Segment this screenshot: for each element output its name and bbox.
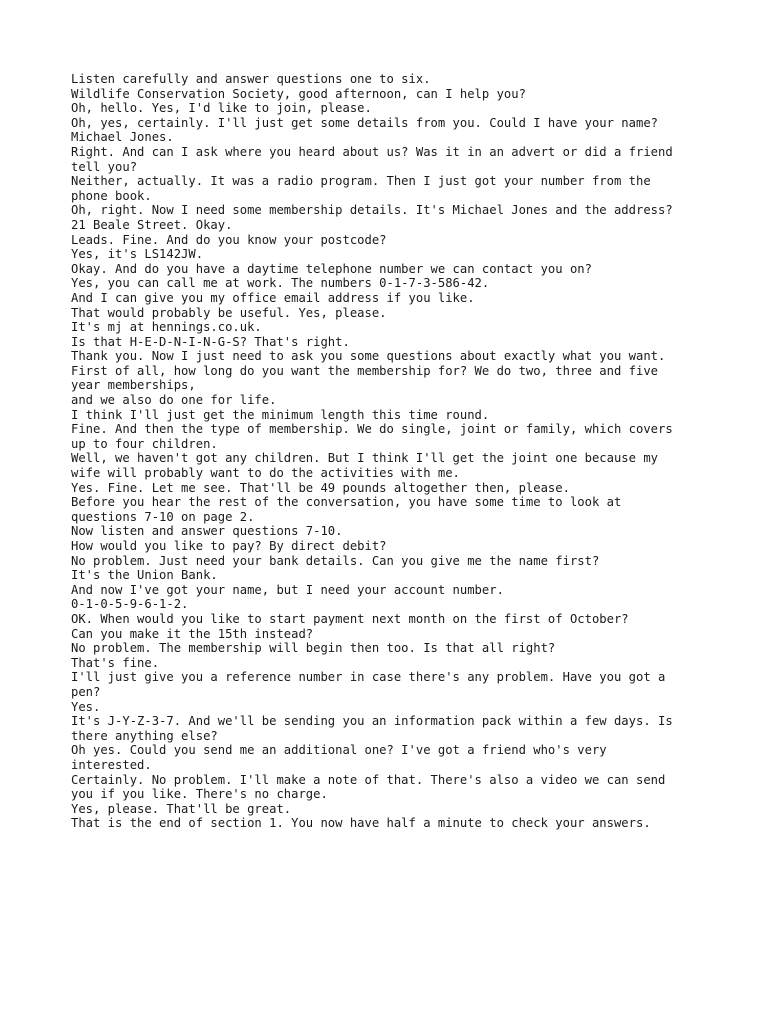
transcript-line: Right. And can I ask where you heard about us? Was it in an advert or did a friend bbox=[71, 144, 673, 159]
transcript-line: wife will probably want to do the activities with me. bbox=[71, 466, 460, 481]
transcript-line: Oh, hello. Yes, I'd like to join, please. bbox=[71, 101, 372, 116]
transcript-line: Certainly. No problem. I'll make a note of that. There's also a video we can send bbox=[71, 772, 666, 787]
transcript-line: Thank you. Now I just need to ask you some questions about exactly what you want. bbox=[71, 349, 666, 364]
transcript-line: I'll just give you a reference number in case there's any problem. Have you got a bbox=[71, 670, 666, 685]
transcript-line: Yes, please. That'll be great. bbox=[71, 801, 292, 816]
transcript-line: Oh, right. Now I need some membership details. It's Michael Jones and the address? bbox=[71, 203, 673, 218]
transcript-line: and we also do one for life. bbox=[71, 393, 277, 408]
transcript-line: tell you? bbox=[71, 159, 138, 174]
transcript-line: Yes. bbox=[71, 699, 101, 714]
transcript-line: Now listen and answer questions 7-10. bbox=[71, 524, 343, 539]
transcript-line: No problem. Just need your bank details. Can you give me the name first? bbox=[71, 553, 600, 568]
transcript-page bbox=[71, 72, 701, 831]
transcript-line: It's mj at hennings.co.uk. bbox=[71, 320, 262, 335]
transcript-line: Before you hear the rest of the conversation, you have some time to look at bbox=[71, 495, 622, 510]
transcript-line: And now I've got your name, but I need your account number. bbox=[71, 582, 504, 597]
transcript-line: Well, we haven't got any children. But I think I'll get the joint one because my bbox=[71, 451, 658, 466]
transcript-line: Wildlife Conservation Society, good afternoon, can I help you? bbox=[71, 86, 526, 101]
transcript-line: pen? bbox=[71, 684, 101, 699]
transcript-line: OK. When would you like to start payment next month on the first of October? bbox=[71, 611, 629, 626]
transcript-line: there anything else? bbox=[71, 728, 218, 743]
transcript-line: questions 7-10 on page 2. bbox=[71, 509, 255, 524]
transcript-line: And I can give you my office email address if you like. bbox=[71, 290, 475, 305]
transcript-line: Oh, yes, certainly. I'll just get some details from you. Could I have your name? bbox=[71, 115, 658, 130]
transcript-line: 21 Beale Street. Okay. bbox=[71, 217, 233, 232]
transcript-line: Michael Jones. bbox=[71, 130, 174, 145]
transcript-line: How would you like to pay? By direct debit? bbox=[71, 539, 387, 553]
transcript-line: Is that H-E-D-N-I-N-G-S? That's right. bbox=[71, 334, 350, 349]
transcript-line: Oh yes. Could you send me an additional one? I've got a friend who's very bbox=[71, 743, 607, 758]
transcript-line: I think I'll just get the minimum length this time round. bbox=[71, 407, 490, 422]
transcript-line: It's the Union Bank. bbox=[71, 568, 218, 583]
transcript-line: First of all, how long do you want the membership for? We do two, three and five bbox=[71, 363, 658, 378]
transcript-line: Yes, it's LS142JW. bbox=[71, 247, 204, 262]
transcript-line: you if you like. There's no charge. bbox=[71, 787, 328, 802]
transcript-line: Listen carefully and answer questions one to six. bbox=[71, 72, 431, 86]
transcript-line: 0-1-0-5-9-6-1-2. bbox=[71, 597, 189, 612]
transcript-line: No problem. The membership will begin then too. Is that all right? bbox=[71, 641, 556, 656]
transcript-line: Yes. Fine. Let me see. That'll be 49 pounds altogether then, please. bbox=[71, 480, 570, 495]
transcript-line: phone book. bbox=[71, 188, 152, 203]
transcript-line: Okay. And do you have a daytime telephone number we can contact you on? bbox=[71, 261, 592, 276]
transcript-line: Leads. Fine. And do you know your postcode? bbox=[71, 232, 387, 247]
transcript-line: interested. bbox=[71, 757, 152, 772]
transcript-line: up to four children. bbox=[71, 436, 218, 451]
transcript-line: That would probably be useful. Yes, please. bbox=[71, 305, 387, 320]
transcript-line: It's J-Y-Z-3-7. And we'll be sending you an information pack within a few days. Is bbox=[71, 714, 673, 729]
transcript-line: Can you make it the 15th instead? bbox=[71, 626, 314, 641]
transcript-line: year memberships, bbox=[71, 378, 196, 393]
transcript-line: Neither, actually. It was a radio program. Then I just got your number from the bbox=[71, 174, 651, 189]
transcript-line: Fine. And then the type of membership. We do single, joint or family, which covers bbox=[71, 422, 673, 437]
transcript-line: That is the end of section 1. You now have half a minute to check your answers. bbox=[71, 816, 651, 831]
transcript-line: That's fine. bbox=[71, 655, 160, 670]
transcript-line: Yes, you can call me at work. The numbers 0-1-7-3-586-42. bbox=[71, 276, 490, 291]
